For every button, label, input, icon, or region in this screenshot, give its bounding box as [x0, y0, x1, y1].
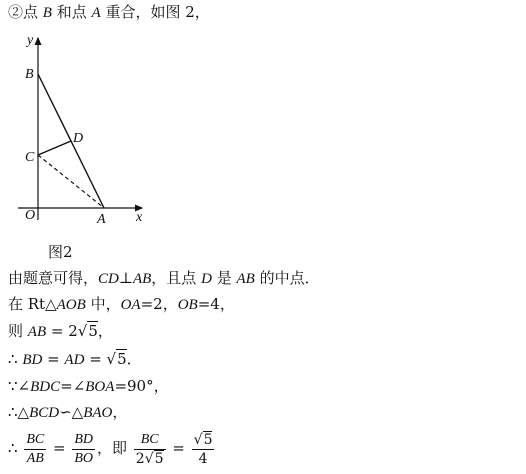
- circled-number: ②: [8, 3, 24, 21]
- solution-line-1: 由题意可得，CD⊥AB，且点 D 是 AB 的中点．: [8, 269, 320, 287]
- figure-caption: 图2: [48, 243, 73, 261]
- solution-line-4: ∴ BD = AD = √5．: [8, 350, 142, 368]
- solution-line-6: ∴△BCD∽△BAO，: [8, 403, 128, 421]
- solution-line-3: 则 AB = 2√5，: [8, 322, 113, 340]
- fraction-bc-2sqrt5: $\frac{BC}{2√5}$: [135, 431, 164, 467]
- sqrt-5: √5: [77, 322, 98, 340]
- label-y: y: [27, 33, 34, 48]
- fraction-bd-bo: $\frac{BD}{BO}$: [74, 431, 93, 466]
- heading-line: ②点 B 和点 A 重合，如图 2，: [8, 3, 210, 21]
- segment-ca-dashed: [38, 155, 104, 208]
- solution-line-2: 在 Rt△AOB 中，OA=2，OB=4，: [8, 295, 235, 313]
- segment-cd: [38, 141, 71, 155]
- fraction-bc-ab: $\frac{BC}{AB}$: [26, 431, 45, 466]
- label-x: x: [136, 210, 143, 225]
- label-d: D: [73, 131, 84, 146]
- solution-line-7: ∴ $\frac{BC}{AB}$ = $\frac{BD}{BO}$ ，即 $\frac{BC}{2√5}$ = $\frac{√5}{4}$: [8, 431, 213, 467]
- label-o: O: [25, 208, 36, 223]
- label-a: A: [97, 212, 106, 227]
- label-b: B: [25, 67, 34, 82]
- geometry-figure: [10, 30, 170, 235]
- solution-line-5: ∵∠BDC=∠BOA=90°，: [8, 377, 169, 395]
- sqrt-5: √5: [106, 350, 127, 368]
- fraction-sqrt5-4: $\frac{√5}{4}$: [193, 431, 213, 467]
- label-c: C: [25, 150, 35, 165]
